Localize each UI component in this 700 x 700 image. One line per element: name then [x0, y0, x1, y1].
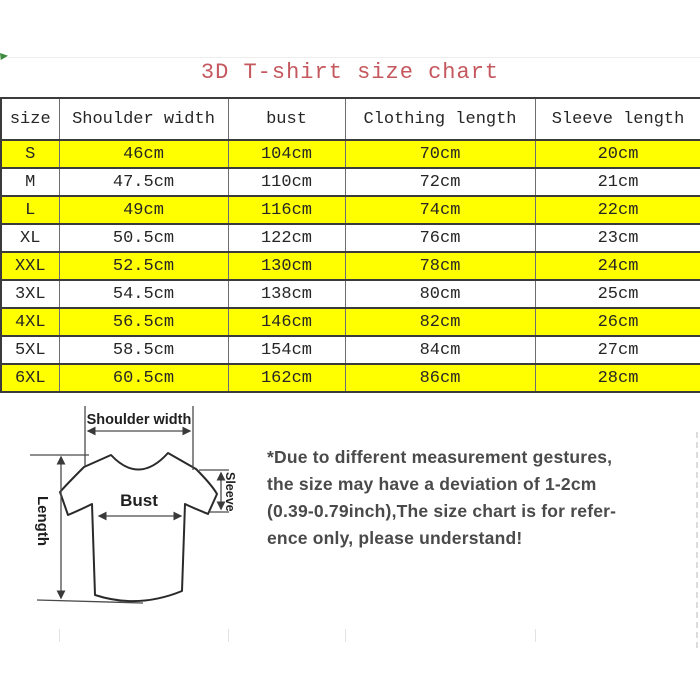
table-cell: 25cm: [535, 280, 700, 308]
table-cell: 122cm: [228, 224, 345, 252]
table-cell: 78cm: [345, 252, 535, 280]
table-cell: 50.5cm: [59, 224, 228, 252]
table-cell: 5XL: [1, 336, 59, 364]
table-cell: 74cm: [345, 196, 535, 224]
table-row: [1, 140, 700, 168]
sleeve-label: Sleeve: [223, 472, 237, 512]
length-label: Length: [34, 496, 51, 546]
size-chart-table: [0, 97, 700, 393]
column-header-size: size: [1, 98, 59, 140]
table-cell: M: [1, 168, 59, 196]
table-row: [1, 168, 700, 196]
table-cell: S: [1, 140, 59, 168]
disclaimer-line: *Due to different measurement gestures,: [267, 447, 613, 467]
size-table-body: [1, 140, 700, 392]
table-cell: 21cm: [535, 168, 700, 196]
table-cell: 49cm: [59, 196, 228, 224]
tshirt-measurement-diagram: [25, 392, 290, 652]
table-row: [1, 252, 700, 280]
page-title: 3D T-shirt size chart: [200, 60, 500, 85]
table-cell: 58.5cm: [59, 336, 228, 364]
table-cell: 76cm: [345, 224, 535, 252]
table-cell: 4XL: [1, 308, 59, 336]
faint-column-tick: [535, 629, 536, 642]
table-cell: 3XL: [1, 280, 59, 308]
table-row: [1, 336, 700, 364]
table-cell: 130cm: [228, 252, 345, 280]
table-row: [1, 196, 700, 224]
measurement-disclaimer: [267, 444, 677, 552]
table-cell: 162cm: [228, 364, 345, 392]
table-cell: 84cm: [345, 336, 535, 364]
table-cell: 70cm: [345, 140, 535, 168]
bust-label: Bust: [120, 491, 158, 510]
disclaimer-line: the size may have a deviation of 1-2cm: [267, 474, 597, 494]
column-header-bust: bust: [228, 98, 345, 140]
faint-column-tick: [345, 629, 346, 642]
table-cell: 28cm: [535, 364, 700, 392]
table-cell: 54.5cm: [59, 280, 228, 308]
table-cell: 72cm: [345, 168, 535, 196]
disclaimer-line: (0.39-0.79inch),The size chart is for refer-: [267, 501, 617, 521]
table-cell: 22cm: [535, 196, 700, 224]
table-cell: 20cm: [535, 140, 700, 168]
column-header-sleeve-length: Sleeve length: [535, 98, 700, 140]
shoulder-width-label: Shoulder width: [86, 412, 192, 428]
table-row: [1, 224, 700, 252]
faint-horizontal-line: [0, 57, 700, 58]
table-cell: 56.5cm: [59, 308, 228, 336]
table-cell: 23cm: [535, 224, 700, 252]
table-cell: 6XL: [1, 364, 59, 392]
table-header-row: [1, 98, 700, 140]
table-cell: 104cm: [228, 140, 345, 168]
table-cell: L: [1, 196, 59, 224]
table-cell: 52.5cm: [59, 252, 228, 280]
disclaimer-line: ence only, please understand!: [267, 528, 523, 548]
table-cell: 138cm: [228, 280, 345, 308]
column-header-shoulder-width: Shoulder width: [59, 98, 228, 140]
table-cell: 27cm: [535, 336, 700, 364]
table-cell: 24cm: [535, 252, 700, 280]
table-cell: XXL: [1, 252, 59, 280]
table-cell: 60.5cm: [59, 364, 228, 392]
right-edge-dashed-line: [696, 432, 698, 648]
table-row: [1, 364, 700, 392]
table-cell: 154cm: [228, 336, 345, 364]
table-cell: 26cm: [535, 308, 700, 336]
table-cell: 110cm: [228, 168, 345, 196]
column-header-clothing-length: Clothing length: [345, 98, 535, 140]
table-cell: 82cm: [345, 308, 535, 336]
table-row: [1, 280, 700, 308]
table-cell: 86cm: [345, 364, 535, 392]
table-cell: 47.5cm: [59, 168, 228, 196]
table-cell: 46cm: [59, 140, 228, 168]
table-cell: 116cm: [228, 196, 345, 224]
table-cell: 146cm: [228, 308, 345, 336]
table-cell: XL: [1, 224, 59, 252]
table-row: [1, 308, 700, 336]
tshirt-outline: [60, 453, 217, 601]
table-cell: 80cm: [345, 280, 535, 308]
